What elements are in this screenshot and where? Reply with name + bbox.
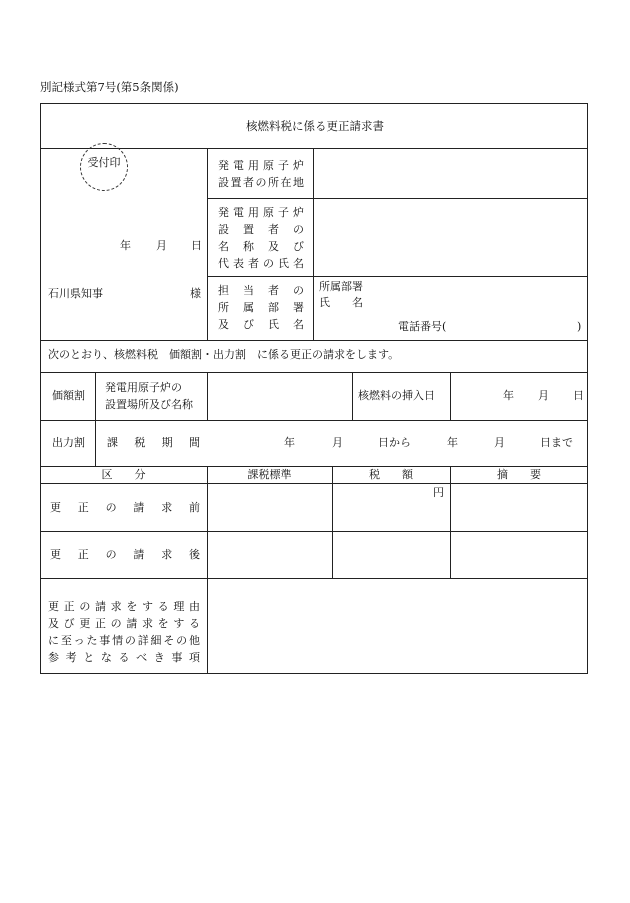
insert-date-label: 核燃料の挿入日	[358, 389, 435, 402]
addressee: 石川県知事	[48, 287, 103, 300]
date-month: 月	[156, 239, 167, 252]
form-title: 核燃料税に係る更正請求書	[246, 119, 384, 133]
reception-stamp-label: 受付印	[87, 156, 121, 169]
period-to: 日まで	[540, 436, 573, 449]
date-year: 年	[120, 239, 131, 252]
honorific: 様	[190, 287, 201, 300]
header-tax-amount: 税 額	[369, 468, 413, 481]
contact-name-label: 氏 名	[319, 296, 363, 309]
contact-label: 担当者の 所属部署 及び氏名	[218, 284, 304, 331]
period-from: 日から	[378, 436, 411, 449]
header-category: 区 分	[101, 468, 146, 481]
facility-label: 発電用原子炉の 設置場所及び名称	[105, 381, 193, 411]
reason-label: 更正の請求をする理由 及び更正の請求をする に至った事情の詳細その他 参考となるべき事項	[48, 600, 200, 664]
output-label: 出力割	[52, 436, 85, 449]
period-label: 課税期間	[107, 436, 200, 449]
phone-close: )	[577, 320, 582, 333]
form-number: 別記様式第7号(第5条関係)	[40, 80, 179, 94]
contact-dept-label: 所属部署	[319, 280, 363, 293]
insert-date-day: 日	[573, 389, 584, 402]
phone-label: 電話番号(	[398, 320, 447, 333]
representative-label: 発電用原子炉 設置者の 名称及び 代表者の氏名	[218, 206, 304, 270]
period-year-2: 年	[447, 436, 458, 449]
date-day: 日	[191, 239, 202, 252]
row-after-correction: 更正の請求後	[50, 548, 200, 561]
row-before-correction: 更正の請求前	[50, 501, 200, 514]
period-year-1: 年	[284, 436, 295, 449]
yen-unit: 円	[433, 486, 444, 499]
header-summary: 摘 要	[497, 468, 541, 481]
value-label: 価額割	[52, 389, 85, 402]
insert-date-month: 月	[538, 389, 549, 402]
header-tax-base: 課税標準	[247, 468, 292, 481]
insert-date-year: 年	[503, 389, 514, 402]
location-label: 発電用原子炉 設置者の所在地	[218, 159, 304, 189]
statement: 次のとおり、核燃料税 価額割・出力割 に係る更正の請求をします。	[48, 348, 400, 361]
period-month-1: 月	[332, 436, 343, 449]
period-month-2: 月	[494, 436, 505, 449]
